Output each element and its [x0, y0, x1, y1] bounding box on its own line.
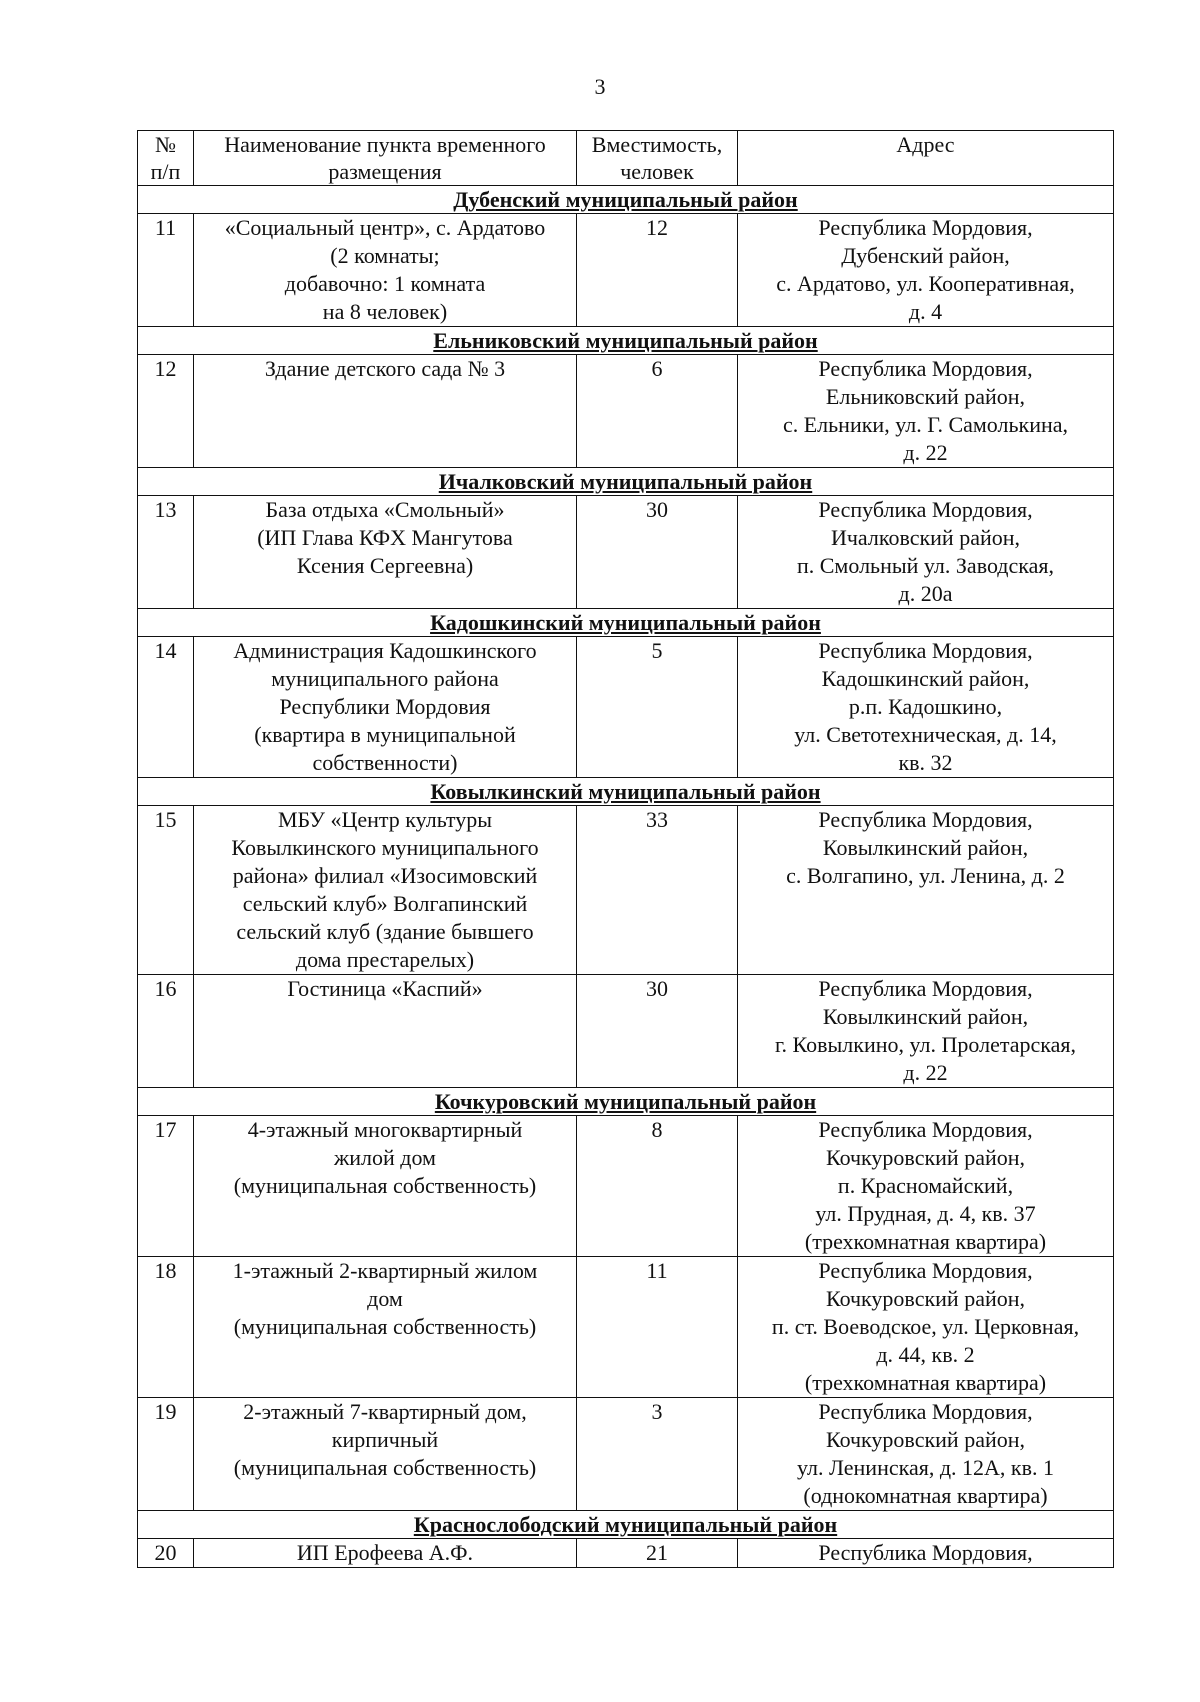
table-body: [138, 186, 1114, 1568]
table-row: [138, 496, 1114, 609]
row-capacity: 33: [577, 806, 738, 975]
row-name: 2-этажный 7-квартирный дом, кирпичный (муниципальная собственность): [194, 1398, 577, 1511]
row-address: Республика Мордовия, Ичалковский район, п. Смольный ул. Заводская, д. 20а: [738, 496, 1114, 609]
row-capacity: 21: [577, 1539, 738, 1568]
row-num: 18: [138, 1257, 194, 1398]
row-capacity: 12: [577, 214, 738, 327]
district-row: [138, 468, 1114, 496]
row-address: Республика Мордовия, Кадошкинский район, р.п. Кадошкино, ул. Светотехническая, д. 14, кв. 32: [738, 637, 1114, 778]
row-name: Здание детского сада № 3: [194, 355, 577, 468]
table-row: [138, 1257, 1114, 1398]
row-address: Республика Мордовия, Ковылкинский район, с. Волгапино, ул. Ленина, д. 2: [738, 806, 1114, 975]
row-name: Гостиница «Каспий»: [194, 975, 577, 1088]
row-name: 4-этажный многоквартирный жилой дом (муниципальная собственность): [194, 1116, 577, 1257]
table-header: [138, 131, 1114, 186]
district-title: Кочкуровский муниципальный район: [138, 1088, 1114, 1116]
row-name: «Социальный центр», с. Ардатово (2 комнаты; добавочно: 1 комната на 8 человек): [194, 214, 577, 327]
district-row: [138, 186, 1114, 214]
row-address: Республика Мордовия, Кочкуровский район, п. ст. Воеводское, ул. Церковная, д. 44, кв. 2 (трехкомнатная квартира): [738, 1257, 1114, 1398]
row-address: Республика Мордовия, Дубенский район, с. Ардатово, ул. Кооперативная, д. 4: [738, 214, 1114, 327]
row-num: 11: [138, 214, 194, 327]
header-capacity: Вместимость, человек: [577, 131, 738, 186]
shelter-table: [137, 130, 1114, 1568]
table-row: [138, 214, 1114, 327]
district-title: Кадошкинский муниципальный район: [138, 609, 1114, 637]
header-name: Наименование пункта временного размещения: [194, 131, 577, 186]
row-num: 15: [138, 806, 194, 975]
row-num: 12: [138, 355, 194, 468]
district-title: Ичалковский муниципальный район: [138, 468, 1114, 496]
row-address: Республика Мордовия, Ельниковский район, с. Ельники, ул. Г. Самолькина, д. 22: [738, 355, 1114, 468]
row-capacity: 11: [577, 1257, 738, 1398]
district-row: [138, 1511, 1114, 1539]
row-name: 1-этажный 2-квартирный жилом дом (муниципальная собственность): [194, 1257, 577, 1398]
row-name: ИП Ерофеева А.Ф.: [194, 1539, 577, 1568]
row-num: 13: [138, 496, 194, 609]
row-address: Республика Мордовия, Кочкуровский район, п. Красномайский, ул. Прудная, д. 4, кв. 37 (трехкомнатная квартира): [738, 1116, 1114, 1257]
district-row: [138, 778, 1114, 806]
district-title: Краснослободский муниципальный район: [138, 1511, 1114, 1539]
row-name: Администрация Кадошкинского муниципального района Республики Мордовия (квартира в муниципальной собственности): [194, 637, 577, 778]
header-address: Адрес: [738, 131, 1114, 186]
page-number: 3: [594, 74, 606, 99]
table-row: [138, 975, 1114, 1088]
row-name: База отдыха «Смольный» (ИП Глава КФХ Мангутова Ксения Сергеевна): [194, 496, 577, 609]
row-num: 17: [138, 1116, 194, 1257]
row-capacity: 5: [577, 637, 738, 778]
district-row: [138, 1088, 1114, 1116]
row-capacity: 8: [577, 1116, 738, 1257]
table-row: [138, 1116, 1114, 1257]
district-row: [138, 327, 1114, 355]
row-num: 14: [138, 637, 194, 778]
district-title: Дубенский муниципальный район: [138, 186, 1114, 214]
row-address: Республика Мордовия, Кочкуровский район, ул. Ленинская, д. 12А, кв. 1 (однокомнатная квартира): [738, 1398, 1114, 1511]
row-capacity: 30: [577, 496, 738, 609]
row-address: Республика Мордовия, Ковылкинский район, г. Ковылкино, ул. Пролетарская, д. 22: [738, 975, 1114, 1088]
header-row: [138, 131, 1114, 186]
row-capacity: 3: [577, 1398, 738, 1511]
district-row: [138, 609, 1114, 637]
row-num: 19: [138, 1398, 194, 1511]
row-num: 16: [138, 975, 194, 1088]
row-address: Республика Мордовия,: [738, 1539, 1114, 1568]
table-row: [138, 1398, 1114, 1511]
row-capacity: 30: [577, 975, 738, 1088]
header-num: № п/п: [138, 131, 194, 186]
district-title: Ельниковский муниципальный район: [138, 327, 1114, 355]
table-row: [138, 637, 1114, 778]
table-row: [138, 1539, 1114, 1568]
district-title: Ковылкинский муниципальный район: [138, 778, 1114, 806]
row-capacity: 6: [577, 355, 738, 468]
table-row: [138, 806, 1114, 975]
row-name: МБУ «Центр культуры Ковылкинского муниципального района» филиал «Изосимовский сельский клуб» Волгапинский сельский клуб (здание бывшего дома престарелых): [194, 806, 577, 975]
row-num: 20: [138, 1539, 194, 1568]
table-row: [138, 355, 1114, 468]
